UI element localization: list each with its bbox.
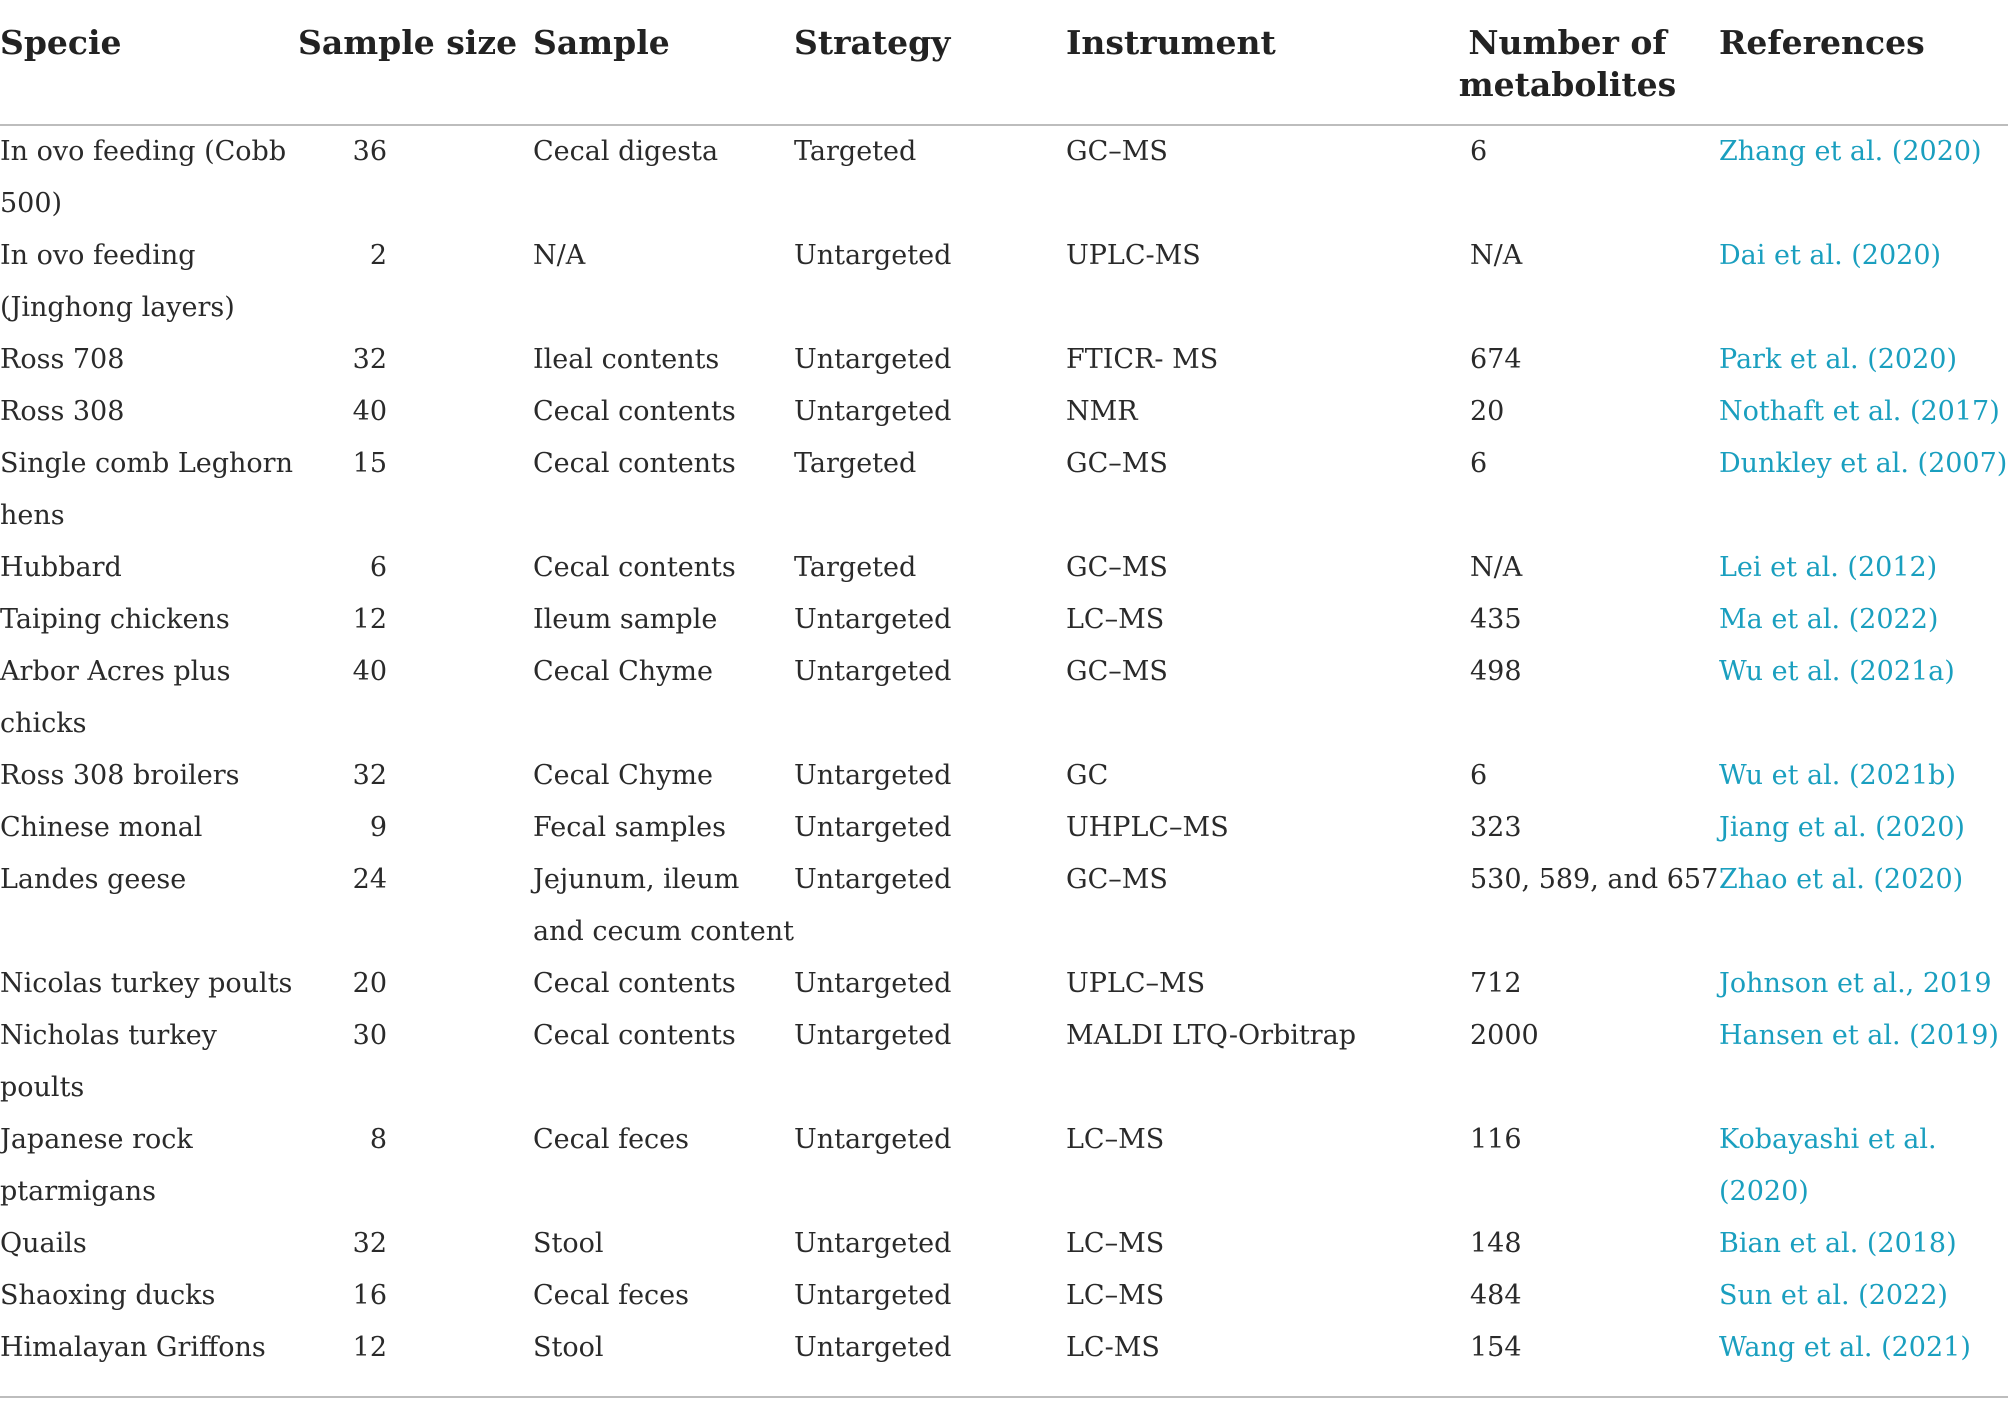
- cell-sample-size: 8: [369, 1124, 387, 1155]
- cell-sample: Cecal contents: [533, 968, 736, 999]
- cell-sample-size: 12: [352, 604, 387, 635]
- header-references: References: [1719, 0, 2008, 125]
- cell-instrument: GC–MS: [1066, 552, 1168, 583]
- cell-species: Nicholas turkey poults: [0, 1020, 217, 1103]
- cell-sample: Cecal Chyme: [533, 760, 713, 791]
- cell-sample: Cecal digesta: [533, 136, 719, 167]
- cell-metabolites: 148: [1470, 1228, 1522, 1259]
- cell-species: Ross 308 broilers: [0, 760, 240, 791]
- cell-instrument: UPLC–MS: [1066, 968, 1206, 999]
- table-row: [0, 958, 2008, 1010]
- cell-sample-size: 12: [298, 1322, 533, 1397]
- cell-metabolites: 116: [1470, 1124, 1522, 1155]
- header-strategy: Strategy: [794, 0, 1066, 125]
- table-row: [0, 854, 2008, 958]
- table-row: [0, 334, 2008, 386]
- cell-sample-size: 15: [352, 448, 387, 479]
- header-metabolites-line1: Number of: [1468, 23, 1667, 62]
- cell-sample: Stool: [533, 1228, 604, 1259]
- cell-strategy: Untargeted: [794, 344, 952, 375]
- header-metabolites-line2: metabolites: [1458, 65, 1677, 104]
- table-row: [0, 1114, 2008, 1218]
- cell-strategy: Untargeted: [794, 864, 952, 895]
- table-row: [0, 542, 2008, 594]
- cell-sample: Stool: [533, 1322, 794, 1397]
- cell-sample: N/A: [533, 240, 586, 271]
- table-row: [0, 230, 2008, 334]
- reference-link[interactable]: Wang et al. (2021): [1719, 1322, 2008, 1397]
- cell-sample-size: 2: [369, 240, 387, 271]
- reference-link[interactable]: Nothaft et al. (2017): [1719, 396, 2000, 427]
- table-row: [0, 1218, 2008, 1270]
- cell-instrument: LC-MS: [1066, 1322, 1456, 1397]
- cell-sample-size: 32: [352, 760, 387, 791]
- cell-metabolites: 435: [1470, 604, 1522, 635]
- cell-sample: Fecal samples: [533, 812, 726, 843]
- cell-strategy: Untargeted: [794, 1020, 952, 1051]
- cell-instrument: NMR: [1066, 396, 1138, 427]
- reference-link[interactable]: Lei et al. (2012): [1719, 552, 1938, 583]
- cell-strategy: Untargeted: [794, 604, 952, 635]
- cell-species: Chinese monal: [0, 812, 203, 843]
- cell-sample: Cecal feces: [533, 1280, 690, 1311]
- cell-species: Quails: [0, 1228, 87, 1259]
- cell-sample-size: 24: [352, 864, 387, 895]
- cell-species: Landes geese: [0, 864, 187, 895]
- cell-instrument: UHPLC–MS: [1066, 812, 1229, 843]
- header-sample-size: Sample size: [298, 0, 533, 125]
- cell-species: Arbor Acres plus chicks: [0, 656, 231, 739]
- cell-instrument: LC–MS: [1066, 604, 1165, 635]
- cell-sample-size: 20: [352, 968, 387, 999]
- cell-species: Nicolas turkey poults: [0, 968, 293, 999]
- cell-instrument: FTICR- MS: [1066, 344, 1219, 375]
- cell-species: In ovo feeding (Cobb 500): [0, 136, 287, 219]
- reference-link[interactable]: Zhao et al. (2020): [1719, 864, 1964, 895]
- cell-metabolites: N/A: [1470, 552, 1523, 583]
- cell-strategy: Untargeted: [794, 656, 952, 687]
- cell-instrument: MALDI LTQ-Orbitrap: [1066, 1020, 1357, 1051]
- cell-sample: Cecal feces: [533, 1124, 690, 1155]
- cell-metabolites: 323: [1470, 812, 1522, 843]
- cell-strategy: Untargeted: [794, 812, 952, 843]
- cell-sample-size: 32: [352, 344, 387, 375]
- table-row: [0, 386, 2008, 438]
- cell-strategy: Untargeted: [794, 240, 952, 271]
- cell-species: Japanese rock ptarmigans: [0, 1124, 193, 1207]
- cell-sample: Ileal contents: [533, 344, 720, 375]
- reference-link[interactable]: Wu et al. (2021b): [1719, 760, 1957, 791]
- cell-instrument: LC–MS: [1066, 1124, 1165, 1155]
- cell-metabolites: 674: [1470, 344, 1522, 375]
- cell-species: Ross 708: [0, 344, 125, 375]
- cell-sample-size: 40: [352, 396, 387, 427]
- reference-link[interactable]: Dai et al. (2020): [1719, 240, 1942, 271]
- cell-sample-size: 32: [352, 1228, 387, 1259]
- header-row: [0, 0, 2008, 125]
- cell-sample-size: 6: [369, 552, 387, 583]
- cell-strategy: Untargeted: [794, 968, 952, 999]
- cell-species: Hubbard: [0, 552, 122, 583]
- cell-species: Himalayan Griffons: [0, 1322, 298, 1397]
- reference-link[interactable]: Jiang et al. (2020): [1719, 812, 1965, 843]
- cell-strategy: Targeted: [794, 552, 917, 583]
- reference-link[interactable]: Hansen et al. (2019): [1719, 1020, 1999, 1051]
- header-sample: Sample: [533, 0, 794, 125]
- cell-metabolites: 154: [1456, 1322, 1719, 1397]
- cell-strategy: Targeted: [794, 136, 917, 167]
- cell-instrument: GC–MS: [1066, 864, 1168, 895]
- table-row: [0, 125, 2008, 230]
- cell-sample: Cecal contents: [533, 552, 736, 583]
- table-header: [0, 0, 2008, 125]
- cell-sample-size: 30: [352, 1020, 387, 1051]
- reference-link[interactable]: Dunkley et al. (2007): [1719, 448, 2008, 479]
- cell-instrument: LC–MS: [1066, 1228, 1165, 1259]
- reference-link[interactable]: Johnson et al., 2019: [1719, 968, 1992, 999]
- cell-instrument: LC–MS: [1066, 1280, 1165, 1311]
- cell-sample: Cecal contents: [533, 1020, 736, 1051]
- cell-instrument: UPLC-MS: [1066, 240, 1201, 271]
- header-instrument: Instrument: [1066, 0, 1456, 125]
- cell-sample-size: 9: [369, 812, 387, 843]
- table-row: [0, 750, 2008, 802]
- cell-sample: Cecal Chyme: [533, 656, 713, 687]
- table-row: [0, 1322, 2008, 1397]
- table-row: [0, 1270, 2008, 1322]
- cell-sample-size: 36: [352, 136, 387, 167]
- cell-strategy: Untargeted: [794, 1280, 952, 1311]
- cell-metabolites: 6: [1470, 760, 1488, 791]
- cell-strategy: Untargeted: [794, 1124, 952, 1155]
- cell-sample-size: 40: [352, 656, 387, 687]
- cell-species: Taiping chickens: [0, 604, 230, 635]
- table-row: [0, 594, 2008, 646]
- cell-sample-size: 16: [352, 1280, 387, 1311]
- cell-metabolites: 6: [1470, 136, 1488, 167]
- cell-metabolites: 484: [1470, 1280, 1522, 1311]
- header-number-of-metabolites: [1456, 0, 1719, 125]
- cell-strategy: Untargeted: [794, 1228, 952, 1259]
- cell-strategy: Targeted: [794, 448, 917, 479]
- cell-instrument: GC–MS: [1066, 136, 1168, 167]
- table-row: [0, 802, 2008, 854]
- header-species: Specie: [0, 0, 298, 125]
- cell-sample: Jejunum, ileum and cecum content: [533, 864, 794, 947]
- cell-metabolites: 6: [1470, 448, 1488, 479]
- reference-link[interactable]: Zhang et al. (2020): [1719, 136, 1982, 167]
- cell-metabolites: 20: [1470, 396, 1505, 427]
- reference-link[interactable]: Park et al. (2020): [1719, 344, 1957, 375]
- cell-metabolites: 2000: [1470, 1020, 1539, 1051]
- cell-strategy: Untargeted: [794, 1322, 1066, 1397]
- table-row: [0, 646, 2008, 750]
- cell-species: Ross 308: [0, 396, 125, 427]
- cell-species: Single comb Leghorn hens: [0, 448, 293, 531]
- cell-sample: Cecal contents: [533, 396, 736, 427]
- cell-instrument: GC: [1066, 760, 1109, 791]
- cell-strategy: Untargeted: [794, 760, 952, 791]
- cell-sample: Ileum sample: [533, 604, 718, 635]
- cell-species: In ovo feeding (Jinghong layers): [0, 240, 235, 323]
- table-row: [0, 1010, 2008, 1114]
- cell-instrument: GC–MS: [1066, 656, 1168, 687]
- reference-link[interactable]: Wu et al. (2021a): [1719, 656, 1955, 687]
- cell-strategy: Untargeted: [794, 396, 952, 427]
- cell-species: Shaoxing ducks: [0, 1280, 216, 1311]
- reference-link[interactable]: Sun et al. (2022): [1719, 1280, 1948, 1311]
- cell-metabolites: N/A: [1470, 240, 1523, 271]
- reference-link[interactable]: Kobayashi et al. (2020): [1719, 1124, 1937, 1207]
- reference-link[interactable]: Ma et al. (2022): [1719, 604, 1939, 635]
- cell-instrument: GC–MS: [1066, 448, 1168, 479]
- cell-metabolites: 712: [1470, 968, 1522, 999]
- cell-metabolites: 530, 589, and 657: [1470, 864, 1719, 895]
- cell-metabolites: 498: [1470, 656, 1522, 687]
- reference-link[interactable]: Bian et al. (2018): [1719, 1228, 1957, 1259]
- table-body: [0, 125, 2008, 1397]
- cell-sample: Cecal contents: [533, 448, 736, 479]
- table-row: [0, 438, 2008, 542]
